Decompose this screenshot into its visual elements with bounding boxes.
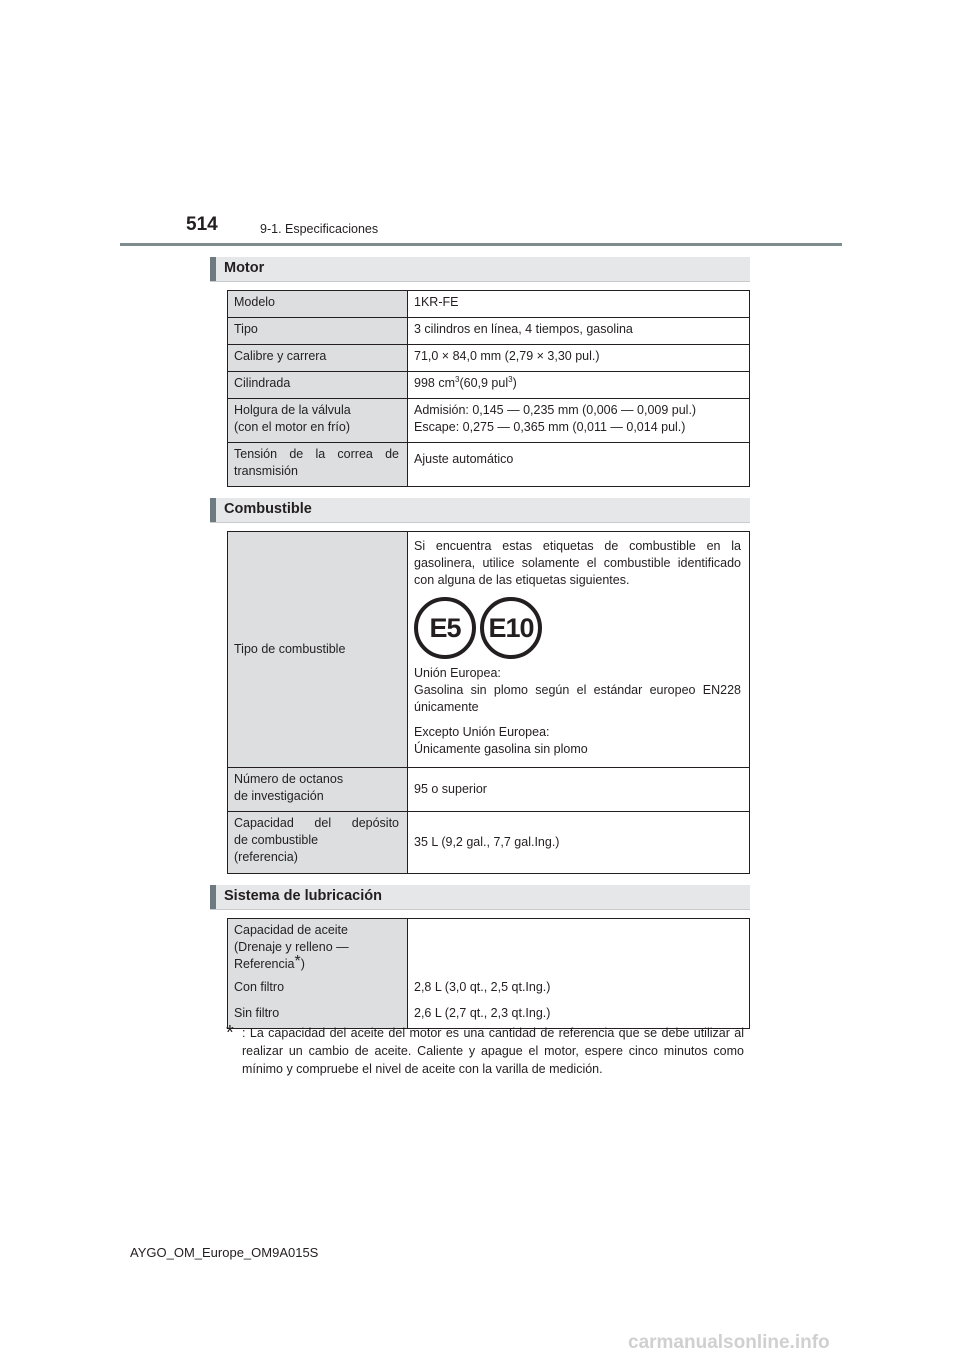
- motor-value-modelo: 1KR-FE: [408, 291, 750, 318]
- page-number: 514: [186, 214, 218, 235]
- motor-label-cilindrada: Cilindrada: [228, 372, 408, 399]
- motor-label-tipo: Tipo: [228, 318, 408, 345]
- combustible-label-tipo: Tipo de combustible: [228, 532, 408, 768]
- cilindrada-sup2: 3: [508, 374, 513, 384]
- footnote: [226, 1024, 744, 1078]
- lubricacion-value-sin-filtro: 2,6 L (2,7 qt., 2,3 qt.Ing.): [408, 1002, 750, 1028]
- table-row: [228, 345, 750, 372]
- table-row: [228, 812, 750, 874]
- lubricacion-section-title: Sistema de lubricación: [224, 888, 382, 904]
- motor-label-holgura: [228, 399, 408, 443]
- correa-label-line2: transmisión: [234, 464, 298, 478]
- capacidad-label-close: ): [300, 957, 305, 971]
- combustible-table: [227, 531, 750, 874]
- lubricacion-section-bar: [210, 885, 750, 910]
- combustible-value-deposito: 35 L (9,2 gal., 7,7 gal.Ing.): [408, 812, 750, 874]
- octanos-label-line1: Número de octanos: [234, 772, 344, 786]
- table-row: [228, 372, 750, 399]
- combustible-label-deposito: [228, 812, 408, 874]
- motor-label-calibre: Calibre y carrera: [228, 345, 408, 372]
- asterisk-icon: *: [294, 953, 301, 970]
- watermark: carmanualsonline.info: [628, 1332, 830, 1353]
- deposito-label-line1: Capacidad del depósito: [234, 816, 399, 830]
- table-row: [228, 532, 750, 768]
- holgura-admision: Admisión: 0,145 — 0,235 mm (0,006 — 0,009 pul.): [414, 403, 697, 417]
- table-row: [228, 318, 750, 345]
- footnote-asterisk-icon: *: [226, 1022, 234, 1044]
- cilindrada-suffix: ): [512, 376, 517, 390]
- combustible-value-tipo: [408, 532, 750, 768]
- holgura-label-line1: Holgura de la válvula: [234, 403, 351, 417]
- capacidad-label-line2: [234, 939, 399, 973]
- holgura-escape: Escape: 0,275 — 0,365 mm (0,011 — 0,014 pul.): [414, 420, 686, 434]
- motor-value-correa: Ajuste automático: [408, 443, 750, 487]
- fuel-eu-title: Unión Europea:: [414, 666, 501, 680]
- motor-label-correa: [228, 443, 408, 487]
- motor-value-tipo: 3 cilindros en línea, 4 tiempos, gasolina: [408, 318, 750, 345]
- motor-label-modelo: Modelo: [228, 291, 408, 318]
- octanos-label-line2: de investigación: [234, 789, 324, 803]
- combustible-label-octanos: [228, 768, 408, 812]
- lubricacion-table: [227, 918, 750, 1029]
- lubricacion-value-con-filtro: 2,8 L (3,0 qt., 2,5 qt.Ing.): [408, 976, 750, 1002]
- capacidad-label-line1: Capacidad de aceite: [234, 923, 348, 937]
- fuel-eu-text: Gasolina sin plomo según el estándar europeo EN228 únicamente: [414, 683, 741, 714]
- fuel-noneu-title: Excepto Unión Europea:: [414, 725, 550, 739]
- table-row: [228, 919, 750, 977]
- deposito-label-line3: (referencia): [234, 850, 298, 864]
- motor-value-calibre: 71,0 × 84,0 mm (2,79 × 3,30 pul.): [408, 345, 750, 372]
- combustible-section-bar: [210, 498, 750, 523]
- document-code: AYGO_OM_Europe_OM9A015S: [130, 1245, 319, 1260]
- cilindrada-prefix: 998 cm: [414, 376, 455, 390]
- fuel-badge-e5: E5: [414, 597, 476, 659]
- motor-section-title: Motor: [224, 260, 265, 276]
- capacidad-label-text: (Drenaje y relleno — Referencia: [234, 940, 349, 971]
- motor-value-cilindrada: [408, 372, 750, 399]
- section-accent: [210, 885, 216, 909]
- motor-value-holgura: [408, 399, 750, 443]
- motor-table: [227, 290, 750, 487]
- fuel-badge-e10: E10: [480, 597, 542, 659]
- lubricacion-label-sin-filtro: Sin filtro: [228, 1002, 408, 1028]
- correa-label-line1: Tensión de la correa de: [234, 447, 399, 461]
- section-accent: [210, 498, 216, 522]
- fuel-intro-text: Si encuentra estas etiquetas de combustible en la gasolinera, utilice solamente el combustible identificado con alguna de las etiquetas siguientes.: [414, 539, 741, 587]
- section-accent: [210, 257, 216, 281]
- header-rule: [120, 243, 842, 246]
- motor-section-bar: [210, 257, 750, 282]
- deposito-label-line2: de combustible: [234, 833, 319, 847]
- holgura-label-line2: (con el motor en frío): [234, 420, 351, 434]
- table-row: [228, 399, 750, 443]
- fuel-label-badges: [414, 597, 741, 659]
- lubricacion-label-capacidad: [228, 919, 408, 977]
- cilindrada-sup1: 3: [455, 374, 460, 384]
- cilindrada-mid: (60,9 pul: [459, 376, 509, 390]
- table-row: [228, 443, 750, 487]
- footnote-text: : La capacidad del aceite del motor es una cantidad de referencia que se debe utilizar al realizar un cambio de aceite. Caliente y apague el motor, espere cinco minutos como mínimo y compruebe el nivel de aceite con la varilla de medición.: [242, 1026, 744, 1076]
- lubricacion-label-con-filtro: Con filtro: [228, 976, 408, 1002]
- table-row: [228, 291, 750, 318]
- lubricacion-value-empty: [408, 919, 750, 977]
- table-row: [228, 976, 750, 1002]
- section-header: 9-1. Especificaciones: [260, 222, 379, 236]
- combustible-value-octanos: 95 o superior: [408, 768, 750, 812]
- combustible-section-title: Combustible: [224, 501, 312, 517]
- fuel-noneu-text: Únicamente gasolina sin plomo: [414, 742, 588, 756]
- table-row: [228, 768, 750, 812]
